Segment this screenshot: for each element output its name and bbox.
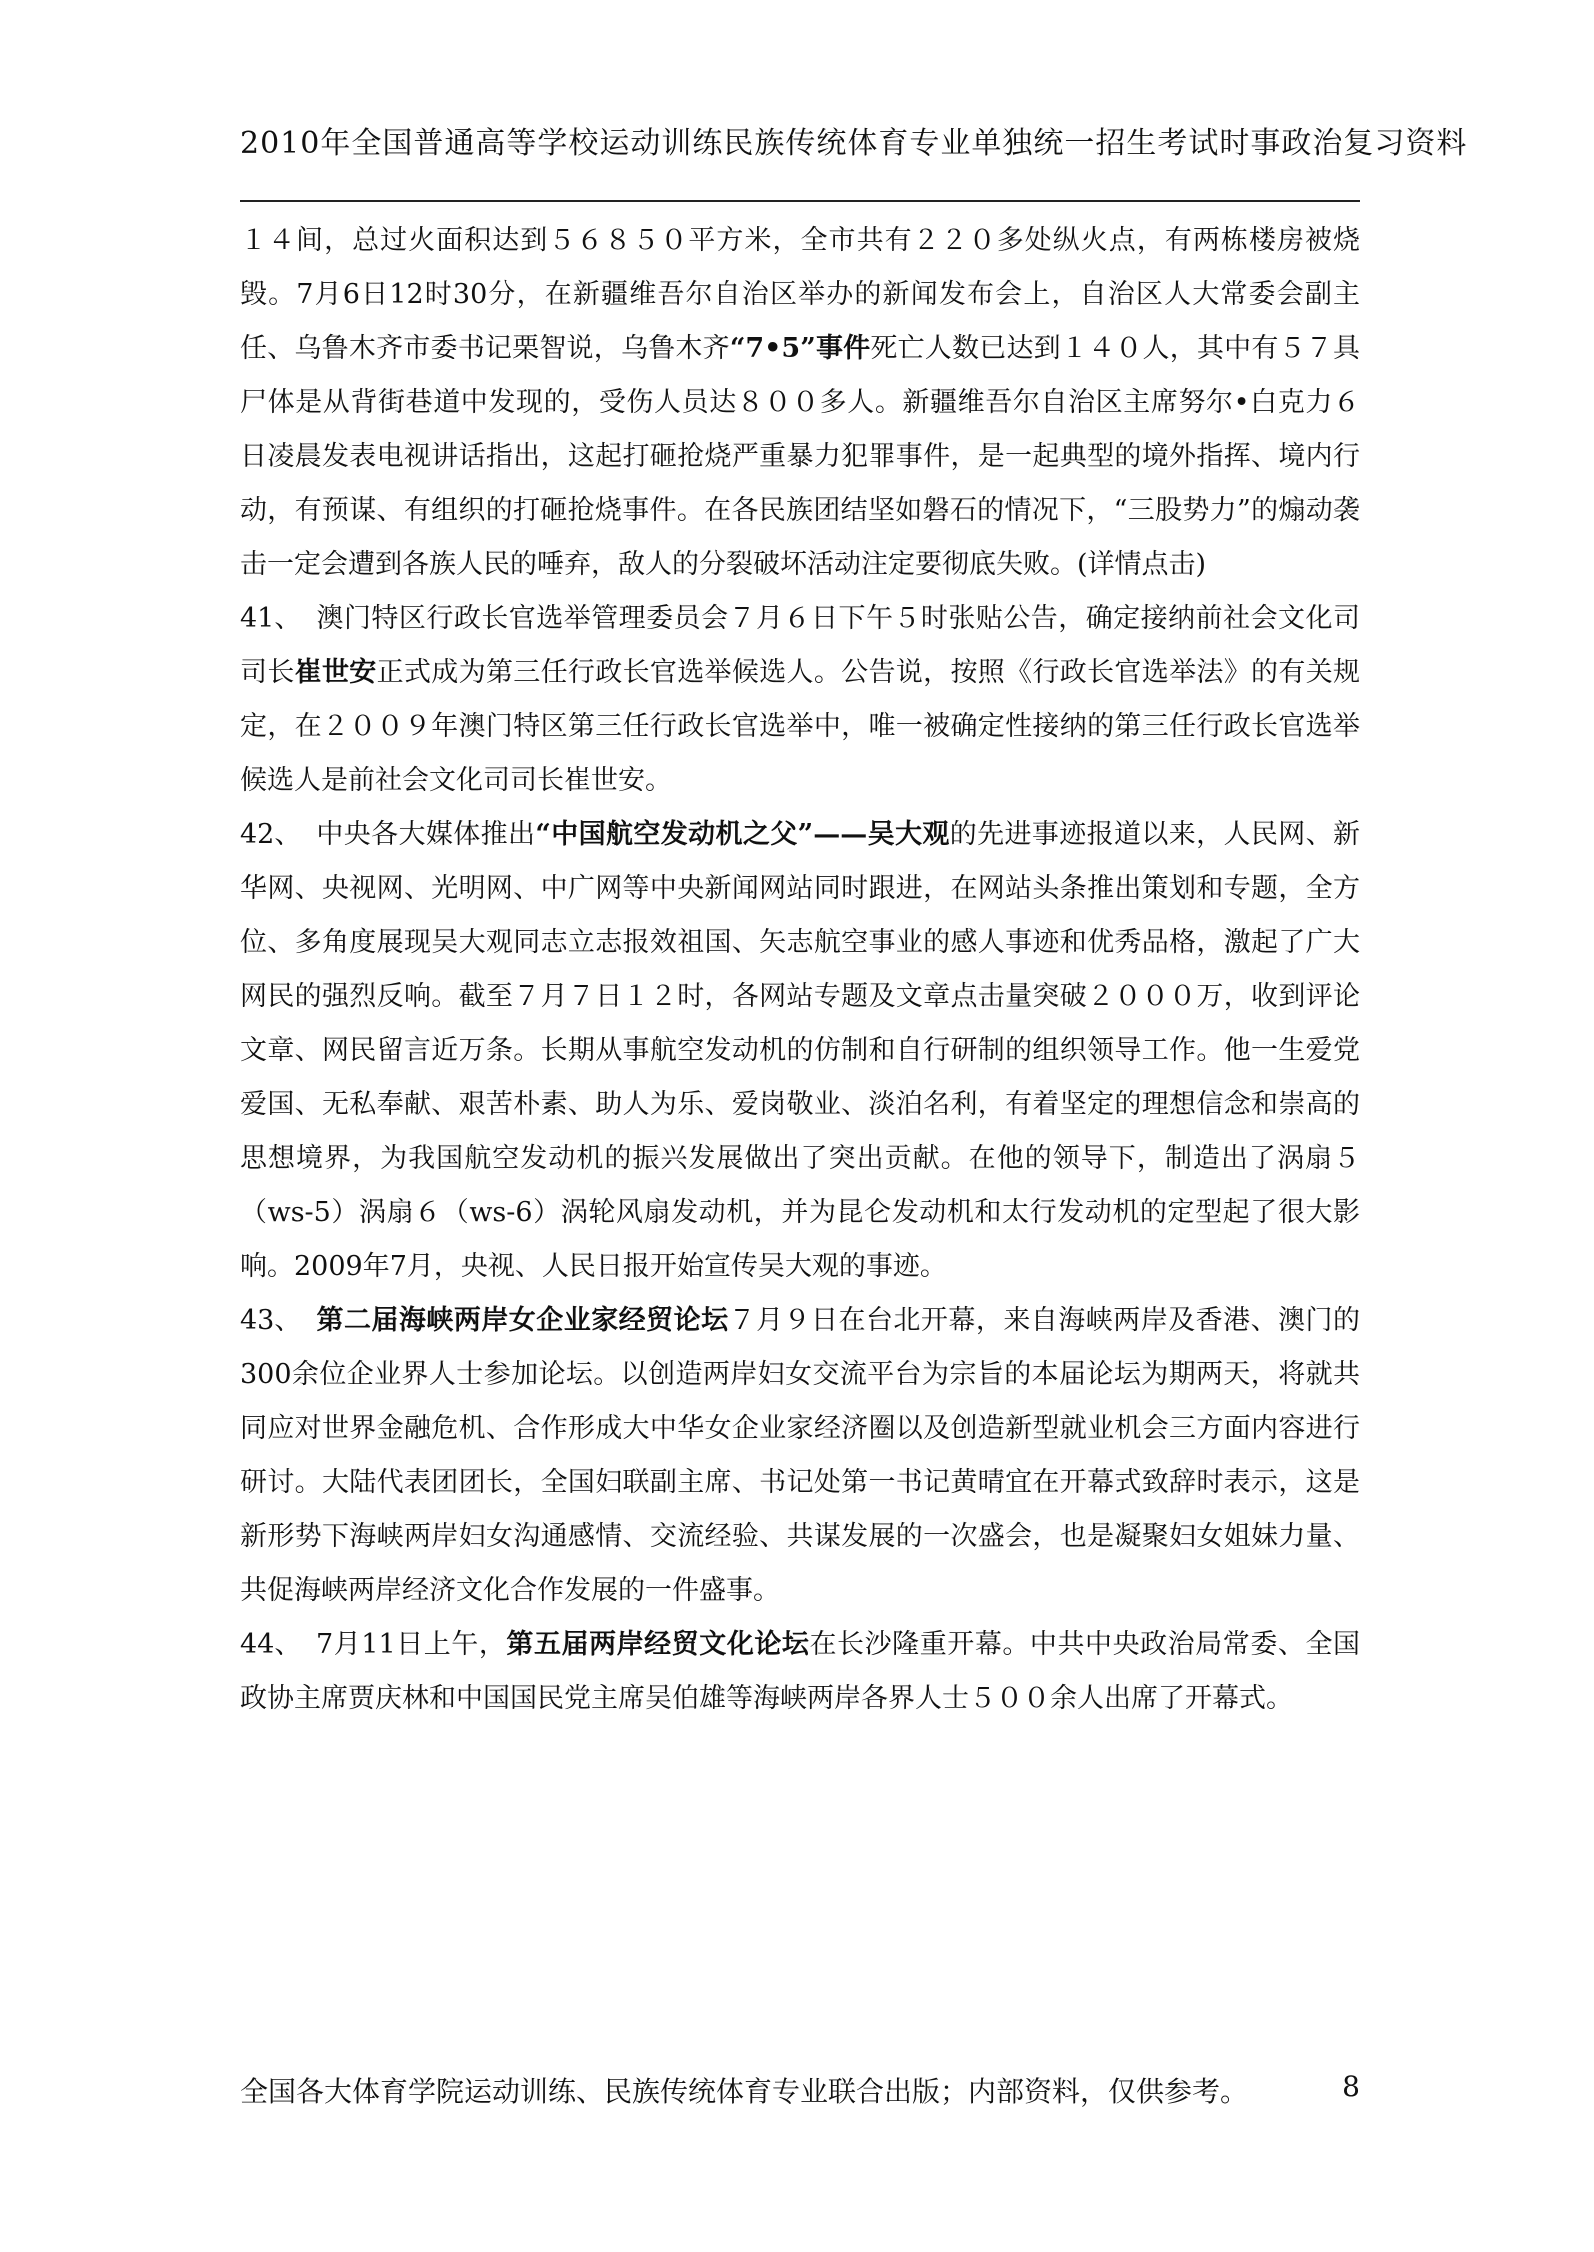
paragraph-text: 在长沙隆重开幕。中共中央政治局常委、全国政协主席贾庆林和中国国民党主席吴伯雄等海峡两岸各界人士５００余人出席了开幕式。: [240, 1629, 1361, 1714]
item-number: 44、: [240, 1629, 302, 1660]
bold-term-forum: 第五届两岸经贸文化论坛: [506, 1629, 810, 1660]
paragraph-text: 澳门特区行政长官选举管理委员会７月６日下午５时张贴公告，确定接纳前社会文化司司长: [240, 603, 1360, 688]
paragraph-text: 7月11日上午，: [316, 1629, 507, 1660]
paragraph-40-continued: [240, 214, 1360, 592]
paragraph-41: [240, 592, 1360, 808]
paragraph-text: 中央各大媒体推出: [316, 819, 536, 850]
paragraph-text: 的先进事迹报道以来，人民网、新华网、央视网、光明网、中广网等中央新闻网站同时跟进，在网站头条推出策划和专题，全方位、多角度展现吴大观同志立志报效祖国、矢志航空事业的感人事迹和优秀品格，激起了广大网民的强烈反响。截至７月７日１２时，各网站专题及文章点击量突破２０００万，收到评论文章、网民留言近万条。长期从事航空发动机的仿制和自行研制的组织领导工作。他一生爱党爱国、无私奉献、艰苦朴素、助人为乐、爱岗敬业、淡泊名利，有着坚定的理想信念和崇高的思想境界，为我国航空发动机的振兴发展做出了突出贡献。在他的领导下，制造出了涡扇５（ws-5）涡扇６（ws-6）涡轮风扇发动机，并为昆仑发动机和太行发动机的定型起了很大影响。2009年7月，央视、人民日报开始宣传吴大观的事迹。: [240, 819, 1361, 1282]
item-number: 41、: [240, 603, 302, 634]
header-divider: [240, 200, 1360, 202]
paragraph-text: 死亡人数已达到１４０人，其中有５７具尸体是从背街巷道中发现的，受伤人员达８００多人。新疆维吾尔自治区主席努尔•白克力６日凌晨发表电视讲话指出，这起打砸抢烧严重暴力犯罪事件，是一起典型的境外指挥、境内行动，有预谋、有组织的打砸抢烧事件。在各民族团结坚如磐石的情况下，“三股势力”的煽动袭击一定会遭到各族人民的唾弃，敌人的分裂破坏活动注定要彻底失败。(详情点击): [240, 333, 1360, 580]
bold-term-7-5-event: “7•5”事件: [729, 333, 871, 364]
document-body: [240, 214, 1360, 1726]
bold-term-forum: 第二届海峡两岸女企业家经贸论坛: [316, 1305, 729, 1336]
paragraph-43: [240, 1294, 1360, 1618]
paragraph-44: [240, 1618, 1360, 1726]
bold-term-name: 崔世安: [294, 657, 377, 688]
footer-text: 全国各大体育学院运动训练、民族传统体育专业联合出版；内部资料，仅供参考。: [240, 2075, 1249, 2108]
paragraph-text: ７月９日在台北开幕，来自海峡两岸及香港、澳门的300余位企业界人士参加论坛。以创造两岸妇女交流平台为宗旨的本届论坛为期两天，将就共同应对世界金融危机、合作形成大中华女企业家经济圈以及创造新型就业机会三方面内容进行研讨。大陆代表团团长，全国妇联副主席、书记处第一书记黄晴宜在开幕式致辞时表示，这是新形势下海峡两岸妇女沟通感情、交流经验、共谋发展的一次盛会，也是凝聚妇女姐妹力量、共促海峡两岸经济文化合作发展的一件盛事。: [240, 1305, 1361, 1606]
bold-term-title: “中国航空发动机之父”——吴大观: [535, 819, 950, 850]
page-number: 8: [1342, 2070, 1360, 2103]
paragraph-42: [240, 808, 1360, 1294]
page-header-title: 2010年全国普通高等学校运动训练民族传统体育专业单独统一招生考试时事政治复习资料: [240, 126, 1468, 161]
paragraph-text: １４间，总过火面积达到５６８５０平方米，全市共有２２０多处纵火点，有两栋楼房被烧毁。7月6日12时30分，在新疆维吾尔自治区举办的新闻发布会上，自治区人大常委会副主任、乌鲁木齐市委书记栗智说，乌鲁木齐: [240, 225, 1360, 364]
paragraph-text: 正式成为第三任行政长官选举候选人。公告说，按照《行政长官选举法》的有关规定，在２００９年澳门特区第三任行政长官选举中，唯一被确定性接纳的第三任行政长官选举候选人是前社会文化司司长崔世安。: [240, 657, 1361, 796]
item-number: 42、: [240, 819, 302, 850]
item-number: 43、: [240, 1305, 302, 1336]
